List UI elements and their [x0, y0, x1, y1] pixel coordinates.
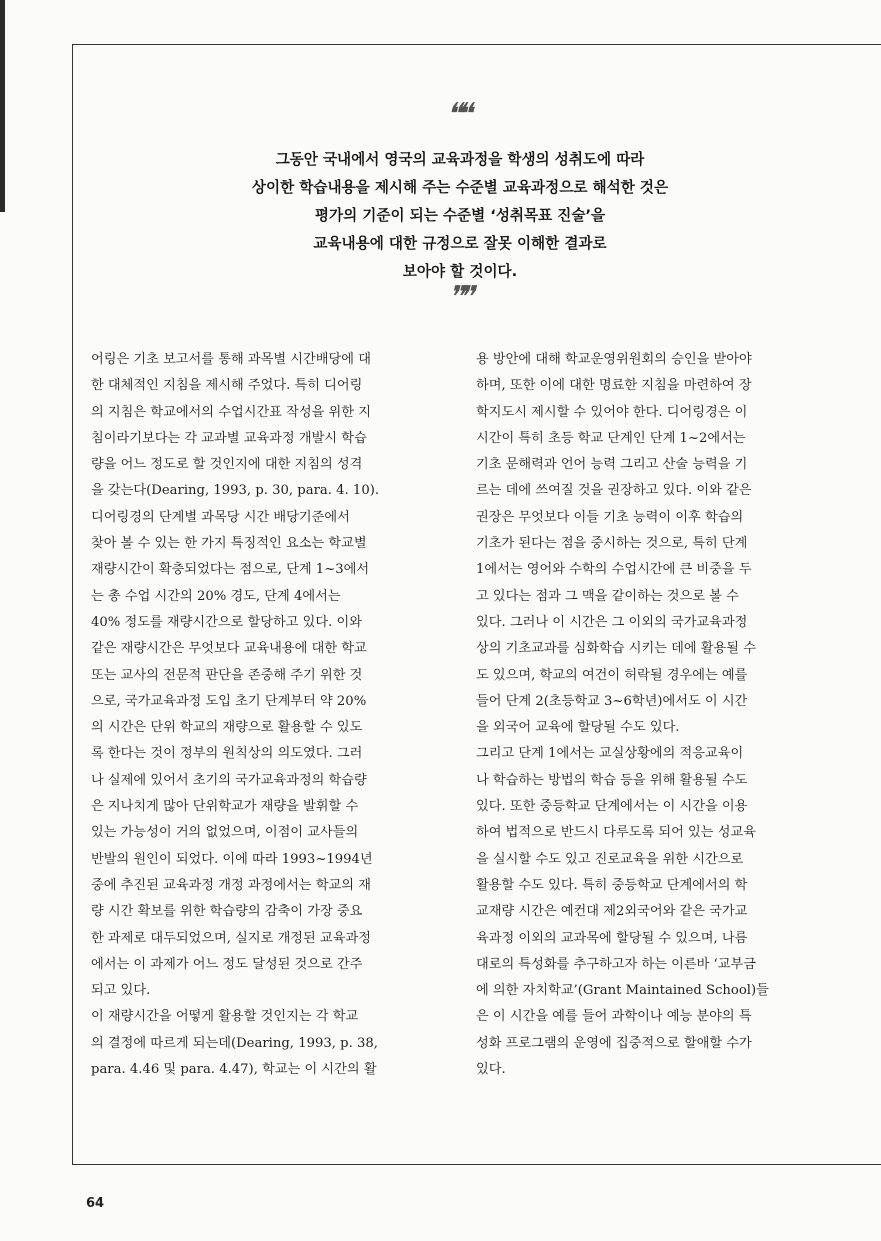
- body-text-line: 은 이 시간을 예를 들어 과학이나 예능 분야의 특: [476, 1009, 752, 1025]
- body-text-line: 권장은 무엇보다 이들 기초 능력이 이후 학습의: [476, 509, 744, 525]
- body-text-line: 한 대체적인 지침을 제시해 주었다. 특히 디어링: [91, 378, 363, 394]
- pull-quote-line: 그동안 국내에서 영국의 교육과정을 학생의 성취도에 따라: [275, 151, 645, 168]
- pull-quote-line: 교육내용에 대한 규정으로 잘못 이해한 결과로: [313, 235, 607, 252]
- body-text-line: 그리고 단계 1에서는 교실상황에의 적응교육이: [476, 746, 744, 762]
- body-text-line: 하며, 또한 이에 대한 명료한 지침을 마련하여 장: [476, 378, 752, 394]
- body-text-line: 시간이 특히 초등 학교 단계인 단계 1~2에서는: [476, 430, 746, 446]
- body-text-line: 나 학습하는 방법의 학습 등을 위해 활용될 수도: [476, 772, 748, 788]
- body-text-line: 르는 데에 쓰여질 것을 권장하고 있다. 이와 같은: [476, 483, 752, 499]
- body-text-line: 에 의한 자치학교’(Grant Maintained School)들: [476, 983, 769, 999]
- body-text-line: 으로, 국가교육과정 도입 초기 단계부터 약 20%: [91, 693, 367, 709]
- body-text-line: 반발의 원인이 되었다. 이에 따라 1993~1994년: [91, 851, 373, 867]
- pull-quote: [140, 146, 780, 286]
- body-text-line: 찾아 볼 수 있는 한 가지 특징적인 요소는 학교별: [91, 536, 367, 552]
- body-text-line: 하여 법적으로 반드시 다루도록 되어 있는 성교육: [476, 825, 756, 841]
- right-column-text: [476, 347, 844, 1083]
- body-text-line: 의 지침은 학교에서의 수업시간표 작성을 위한 지: [91, 404, 371, 420]
- body-text-line: 중에 추진된 교육과정 개정 과정에서는 학교의 재: [91, 877, 371, 893]
- body-text-line: 되고 있다.: [91, 983, 151, 999]
- body-text-line: 량 시간 확보를 위한 학습량의 감축이 가장 중요: [91, 904, 363, 920]
- body-text-line: 록 한다는 것이 정부의 원칙상의 의도였다. 그러: [91, 746, 363, 762]
- body-text-line: 용 방안에 대해 학교운영위원회의 승인을 받아야: [476, 352, 752, 367]
- body-text-line: 은 지나치게 많아 단위학교가 재량을 발휘할 수: [91, 799, 359, 815]
- body-text-line: 또는 교사의 전문적 판단을 존중해 주기 위한 것: [91, 667, 363, 683]
- body-text-line: 을 외국어 교육에 할당될 수도 있다.: [476, 720, 680, 736]
- body-text-line: 을 실시할 수도 있고 진로교육을 위한 시간으로: [476, 851, 744, 867]
- body-text-line: 육과정 이외의 교과목에 할당될 수 있으며, 나름: [476, 930, 748, 946]
- body-text-line: 있다. 또한 중등학교 단계에서는 이 시간을 이용: [476, 799, 748, 815]
- close-quote-ornament-icon: ❞❞: [448, 280, 469, 315]
- body-text-line: 상의 기초교과를 심화학습 시키는 데에 활용될 수: [476, 641, 756, 657]
- body-text-line: 같은 재량시간은 무엇보다 교육내용에 대한 학교: [91, 641, 367, 657]
- body-text-line: 들어 단계 2(초등학교 3~6학년)에서도 이 시간: [476, 693, 748, 709]
- body-text-line: 40% 정도를 재량시간으로 할당하고 있다. 이와: [91, 614, 363, 630]
- body-text-line: 이 재량시간을 어떻게 활용할 것인지는 각 학교: [91, 1009, 359, 1025]
- left-column-text: [91, 347, 459, 1083]
- body-text-line: 의 시간은 단위 학교의 재량으로 활용할 수 있도: [91, 720, 363, 736]
- body-text-line: 에서는 이 과제가 어느 정도 달성된 것으로 간주: [91, 956, 363, 972]
- body-text-line: 기초 문해력과 언어 능력 그리고 산술 능력을 기: [476, 457, 748, 473]
- body-text-line: 디어링경의 단계별 과목당 시간 배당기준에서: [91, 509, 350, 525]
- pull-quote-line: 상이한 학습내용을 제시해 주는 수준별 교육과정으로 해석한 것은: [251, 179, 669, 196]
- pull-quote-line: 평가의 기준이 되는 수준별 ‘성취목표 진술’을: [314, 207, 606, 224]
- body-text-line: 1에서는 영어와 수학의 수업시간에 큰 비중을 두: [476, 562, 752, 578]
- body-text-line: 어링은 기초 보고서를 통해 과목별 시간배당에 대: [91, 352, 371, 367]
- body-text-line: 대로의 특성화를 추구하고자 하는 이른바 ‘교부금: [476, 956, 756, 972]
- page-number: 64: [86, 1196, 105, 1211]
- body-text-line: 있다.: [476, 1062, 506, 1078]
- body-text-line: 있는 가능성이 거의 없었으며, 이점이 교사들의: [91, 825, 359, 841]
- body-text-line: para. 4.46 및 para. 4.47), 학교는 이 시간의 활: [91, 1062, 377, 1078]
- body-text-line: 는 총 수업 시간의 20% 경도, 단계 4에서는: [91, 588, 341, 604]
- body-text-line: 한 과제로 대두되었으며, 실지로 개정된 교육과정: [91, 930, 371, 946]
- body-text-line: 을 갖는다(Dearing, 1993, p. 30, para. 4. 10).: [91, 483, 380, 499]
- body-text-line: 의 결정에 따르게 되는데(Dearing, 1993, p. 38,: [91, 1035, 378, 1051]
- body-text-line: 고 있다는 점과 그 맥을 같이하는 것으로 볼 수: [476, 588, 739, 604]
- body-text-line: 량을 어느 정도로 할 것인지에 대한 지침의 성격: [91, 457, 363, 473]
- body-text-line: 재량시간이 확충되었다는 점으로, 단계 1~3에서: [91, 562, 370, 578]
- body-text-line: 활용할 수도 있다. 특히 중등학교 단계에서의 학: [476, 877, 748, 893]
- body-text-line: 학지도시 제시할 수 있어야 한다. 디어링경은 이: [476, 404, 748, 420]
- open-quote-ornament-icon: ❝❝: [446, 97, 467, 132]
- body-text-line: 교재량 시간은 예컨대 제2외국어와 같은 국가교: [476, 904, 748, 920]
- body-text-line: 있다. 그러나 이 시간은 그 이외의 국가교육과정: [476, 614, 748, 630]
- body-text-line: 성화 프로그램의 운영에 집중적으로 할애할 수가: [476, 1035, 752, 1051]
- body-text-line: 나 실제에 있어서 초기의 국가교육과정의 학습량: [91, 772, 367, 788]
- body-text-line: 도 있으며, 학교의 여건이 허락될 경우에는 예를: [476, 667, 748, 683]
- page-edge-mark: [0, 0, 5, 212]
- body-text-line: 침이라기보다는 각 교과별 교육과정 개발시 학습: [91, 430, 367, 446]
- pull-quote-line: 보아야 할 것이다.: [402, 263, 518, 280]
- body-text-line: 기초가 된다는 점을 중시하는 것으로, 특히 단계: [476, 536, 748, 552]
